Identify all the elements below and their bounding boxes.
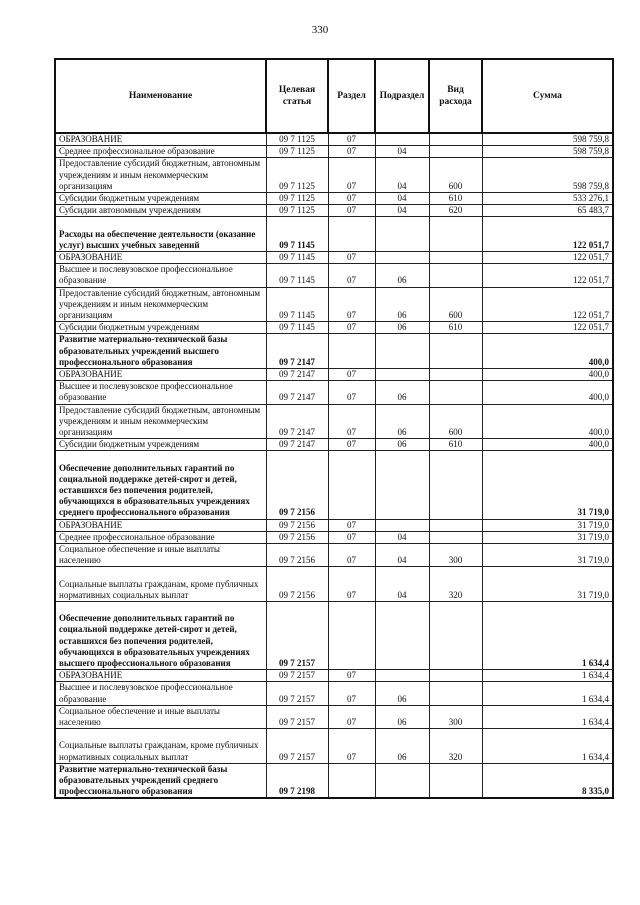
table-row <box>55 205 613 217</box>
row-target: 09 7 2156 <box>266 544 328 567</box>
row-section <box>328 217 375 252</box>
row-section: 07 <box>328 567 375 602</box>
row-subsection: 06 <box>375 381 429 404</box>
row-name: ОБРАЗОВАНИЕ <box>55 519 266 531</box>
header-name: Наименование <box>55 59 266 133</box>
row-section <box>328 763 375 798</box>
row-section: 07 <box>328 705 375 728</box>
row-section: 07 <box>328 439 375 451</box>
row-type <box>429 264 482 287</box>
row-type: 600 <box>429 404 482 439</box>
row-name: ОБРАЗОВАНИЕ <box>55 369 266 381</box>
row-type: 620 <box>429 205 482 217</box>
row-name: Высшее и послевузовское профессиональное образование <box>55 264 266 287</box>
row-sum: 400,0 <box>482 404 613 439</box>
row-target: 09 7 2157 <box>266 602 328 670</box>
row-section: 07 <box>328 670 375 682</box>
row-subsection <box>375 602 429 670</box>
header-type: Вид расхода <box>429 59 482 133</box>
table-row <box>55 670 613 682</box>
row-subsection: 06 <box>375 322 429 334</box>
row-type <box>429 146 482 158</box>
row-subsection: 06 <box>375 404 429 439</box>
row-sum: 8 335,0 <box>482 763 613 798</box>
row-name: Развитие материально-технической базы образовательных учреждений среднего профессионального образования <box>55 763 266 798</box>
row-section: 07 <box>328 205 375 217</box>
row-subsection: 06 <box>375 729 429 764</box>
row-type <box>429 682 482 705</box>
row-section: 07 <box>328 264 375 287</box>
table-row <box>55 133 613 146</box>
table-body <box>55 133 613 798</box>
row-type: 320 <box>429 567 482 602</box>
row-subsection: 04 <box>375 193 429 205</box>
row-section <box>328 334 375 369</box>
table-row <box>55 381 613 404</box>
budget-table <box>54 58 614 799</box>
row-sum: 598 759,8 <box>482 158 613 193</box>
row-section: 07 <box>328 729 375 764</box>
row-subsection: 06 <box>375 682 429 705</box>
table-row <box>55 544 613 567</box>
row-type <box>429 670 482 682</box>
row-section: 07 <box>328 531 375 543</box>
row-target: 09 7 2198 <box>266 763 328 798</box>
row-target: 09 7 1125 <box>266 193 328 205</box>
row-name: Социальные выплаты гражданам, кроме публичных нормативных социальных выплат <box>55 567 266 602</box>
row-name: ОБРАЗОВАНИЕ <box>55 133 266 146</box>
row-type: 610 <box>429 439 482 451</box>
row-sum: 598 759,8 <box>482 146 613 158</box>
row-target: 09 7 1125 <box>266 205 328 217</box>
row-type <box>429 531 482 543</box>
table-row <box>55 682 613 705</box>
row-name: Субсидии бюджетным учреждениям <box>55 193 266 205</box>
row-sum: 1 634,4 <box>482 670 613 682</box>
row-sum: 31 719,0 <box>482 544 613 567</box>
table-row <box>55 158 613 193</box>
row-sum: 400,0 <box>482 381 613 404</box>
row-name: Обеспечение дополнительных гарантий по социальной поддержке детей-сирот и детей, оставшихся без попечения родителей, обучающихся в образовательных учреждениях высшего профессионального образования <box>55 602 266 670</box>
row-name: Высшее и послевузовское профессиональное образование <box>55 682 266 705</box>
row-name: Среднее профессиональное образование <box>55 531 266 543</box>
row-section: 07 <box>328 146 375 158</box>
table-row <box>55 705 613 728</box>
row-target: 09 7 1125 <box>266 158 328 193</box>
row-sum: 1 634,4 <box>482 705 613 728</box>
row-subsection <box>375 519 429 531</box>
row-subsection <box>375 763 429 798</box>
row-subsection: 04 <box>375 544 429 567</box>
table-row <box>55 404 613 439</box>
table-row <box>55 729 613 764</box>
row-target: 09 7 2157 <box>266 705 328 728</box>
table-row <box>55 531 613 543</box>
row-target: 09 7 2157 <box>266 670 328 682</box>
row-type: 320 <box>429 729 482 764</box>
row-sum: 533 276,1 <box>482 193 613 205</box>
table-row <box>55 567 613 602</box>
row-sum: 65 483,7 <box>482 205 613 217</box>
row-sum: 122 051,7 <box>482 252 613 264</box>
row-type <box>429 602 482 670</box>
row-target: 09 7 2156 <box>266 451 328 519</box>
row-type <box>429 133 482 146</box>
row-name: Высшее и послевузовское профессиональное образование <box>55 381 266 404</box>
row-target: 09 7 2156 <box>266 567 328 602</box>
row-type <box>429 217 482 252</box>
header-subsection: Подраздел <box>375 59 429 133</box>
row-sum: 400,0 <box>482 334 613 369</box>
row-name: ОБРАЗОВАНИЕ <box>55 670 266 682</box>
table-row <box>55 602 613 670</box>
row-sum: 1 634,4 <box>482 682 613 705</box>
row-sum: 31 719,0 <box>482 531 613 543</box>
row-section: 07 <box>328 682 375 705</box>
row-section: 07 <box>328 252 375 264</box>
row-name: Предоставление субсидий бюджетным, автономным учреждениям и иным некоммерческим организациям <box>55 287 266 322</box>
row-name: Социальное обеспечение и иные выплаты населению <box>55 544 266 567</box>
row-sum: 31 719,0 <box>482 451 613 519</box>
row-target: 09 7 2147 <box>266 404 328 439</box>
table-row <box>55 763 613 798</box>
table-row <box>55 519 613 531</box>
table-row <box>55 146 613 158</box>
row-target: 09 7 2147 <box>266 334 328 369</box>
row-type: 300 <box>429 544 482 567</box>
row-sum: 122 051,7 <box>482 217 613 252</box>
row-section: 07 <box>328 287 375 322</box>
header-sum: Сумма <box>482 59 613 133</box>
row-sum: 31 719,0 <box>482 567 613 602</box>
header-section: Раздел <box>328 59 375 133</box>
row-type: 600 <box>429 158 482 193</box>
table-row <box>55 439 613 451</box>
table-row <box>55 287 613 322</box>
row-type: 610 <box>429 322 482 334</box>
row-name: Субсидии бюджетным учреждениям <box>55 439 266 451</box>
row-target: 09 7 1145 <box>266 264 328 287</box>
row-subsection: 04 <box>375 531 429 543</box>
row-name: Обеспечение дополнительных гарантий по социальной поддержке детей-сирот и детей, оставшихся без попечения родителей, обучающихся в образовательных учреждениях среднего профессионального образования <box>55 451 266 519</box>
row-name: Расходы на обеспечение деятельности (оказание услуг) высших учебных заведений <box>55 217 266 252</box>
row-target: 09 7 2156 <box>266 531 328 543</box>
row-section: 07 <box>328 369 375 381</box>
row-subsection: 06 <box>375 287 429 322</box>
row-type: 600 <box>429 287 482 322</box>
row-name: Субсидии автономным учреждениям <box>55 205 266 217</box>
row-name: Социальное обеспечение и иные выплаты населению <box>55 705 266 728</box>
table-row <box>55 193 613 205</box>
row-sum: 1 634,4 <box>482 729 613 764</box>
row-target: 09 7 2147 <box>266 439 328 451</box>
row-sum: 400,0 <box>482 369 613 381</box>
row-type <box>429 369 482 381</box>
row-type <box>429 451 482 519</box>
row-subsection: 06 <box>375 439 429 451</box>
row-subsection: 04 <box>375 158 429 193</box>
row-section: 07 <box>328 158 375 193</box>
row-target: 09 7 1125 <box>266 133 328 146</box>
row-sum: 598 759,8 <box>482 133 613 146</box>
table-header-row <box>55 59 613 133</box>
row-target: 09 7 2156 <box>266 519 328 531</box>
row-name: Субсидии бюджетным учреждениям <box>55 322 266 334</box>
row-name: Социальные выплаты гражданам, кроме публичных нормативных социальных выплат <box>55 729 266 764</box>
row-name: Предоставление субсидий бюджетным, автономным учреждениям и иным некоммерческим организациям <box>55 158 266 193</box>
row-target: 09 7 2147 <box>266 381 328 404</box>
row-section <box>328 602 375 670</box>
row-name: Развитие материально-технической базы образовательных учреждений высшего профессионального образования <box>55 334 266 369</box>
row-target: 09 7 1145 <box>266 287 328 322</box>
row-sum: 122 051,7 <box>482 287 613 322</box>
row-target: 09 7 1145 <box>266 322 328 334</box>
row-subsection <box>375 252 429 264</box>
row-sum: 122 051,7 <box>482 264 613 287</box>
row-subsection: 04 <box>375 567 429 602</box>
page-number: 330 <box>311 24 329 36</box>
table-row <box>55 334 613 369</box>
row-section: 07 <box>328 519 375 531</box>
row-section: 07 <box>328 381 375 404</box>
row-type: 610 <box>429 193 482 205</box>
row-target: 09 7 1125 <box>266 146 328 158</box>
table-row <box>55 252 613 264</box>
row-sum: 122 051,7 <box>482 322 613 334</box>
row-subsection: 06 <box>375 705 429 728</box>
row-subsection <box>375 133 429 146</box>
row-subsection: 04 <box>375 205 429 217</box>
row-name: Предоставление субсидий бюджетным, автономным учреждениям и иным некоммерческим организациям <box>55 404 266 439</box>
row-subsection <box>375 670 429 682</box>
row-name: ОБРАЗОВАНИЕ <box>55 252 266 264</box>
row-section: 07 <box>328 193 375 205</box>
row-sum: 400,0 <box>482 439 613 451</box>
row-section <box>328 451 375 519</box>
row-sum: 1 634,4 <box>482 602 613 670</box>
row-type <box>429 519 482 531</box>
row-subsection <box>375 451 429 519</box>
row-section: 07 <box>328 322 375 334</box>
row-type: 300 <box>429 705 482 728</box>
row-target: 09 7 1145 <box>266 252 328 264</box>
row-subsection <box>375 369 429 381</box>
row-section: 07 <box>328 133 375 146</box>
row-subsection <box>375 334 429 369</box>
row-target: 09 7 2147 <box>266 369 328 381</box>
table-row <box>55 217 613 252</box>
row-target: 09 7 2157 <box>266 682 328 705</box>
row-subsection: 04 <box>375 146 429 158</box>
row-type <box>429 381 482 404</box>
table-row <box>55 451 613 519</box>
table-row <box>55 369 613 381</box>
row-type <box>429 334 482 369</box>
row-type <box>429 252 482 264</box>
row-subsection <box>375 217 429 252</box>
row-section: 07 <box>328 544 375 567</box>
table-row <box>55 264 613 287</box>
row-sum: 31 719,0 <box>482 519 613 531</box>
row-target: 09 7 1145 <box>266 217 328 252</box>
row-subsection: 06 <box>375 264 429 287</box>
table-row <box>55 322 613 334</box>
row-type <box>429 763 482 798</box>
row-section: 07 <box>328 404 375 439</box>
row-name: Среднее профессиональное образование <box>55 146 266 158</box>
row-target: 09 7 2157 <box>266 729 328 764</box>
header-target: Целевая статья <box>266 59 328 133</box>
